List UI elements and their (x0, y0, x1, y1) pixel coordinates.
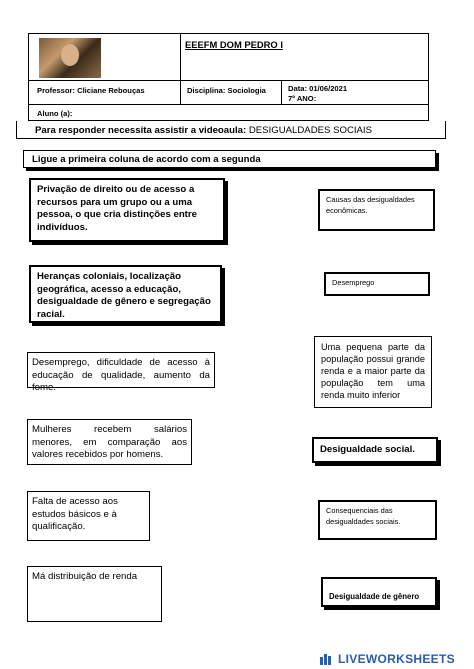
student-cell (29, 105, 428, 121)
left-item-2: Heranças coloniais, localização geográfica, acesso a educação, desigualdade de gênero e segregação racial. (29, 265, 222, 323)
left-item-5: Falta de acesso aos estudos básicos e à qualificação. (27, 491, 150, 541)
left-item-3: Desemprego, dificuldade de acesso à educação de qualidade, aumento da fome. (27, 352, 215, 388)
date-cell (282, 81, 428, 105)
right-item-5: Consequenciais das desigualdades sociais. (318, 500, 437, 540)
date-label: Data: 01/06/2021 (288, 84, 348, 93)
right-item-1: Causas das desigualdades econômicas. (318, 189, 435, 231)
discipline-label: Disciplina: Sociologia (187, 86, 266, 95)
student-label: Aluno (a): (37, 109, 73, 118)
instruction-text (35, 125, 372, 136)
footer-logo (320, 651, 470, 667)
portrait-image (39, 38, 101, 78)
task-text: Ligue a primeira coluna de acordo com a segunda (32, 154, 261, 165)
left-item-6: Má distribuição de renda (27, 566, 162, 622)
right-item-6: Desigualdade de gênero (321, 577, 437, 607)
right-item-2: Desemprego (324, 272, 430, 296)
school-name: EEEFM DOM PEDRO I (185, 39, 283, 50)
grade-label: 7º ANO: (288, 94, 317, 103)
instruction-prefix: Para responder necessita assistir a videoaula: (35, 125, 247, 136)
instruction-topic: DESIGUALDADES SOCIAIS (248, 125, 372, 136)
logo-cell (29, 34, 181, 81)
discipline-cell (181, 81, 282, 105)
right-item-3: Uma pequena parte da população possui grande renda e a maior parte da população tem uma renda muito inferior (314, 336, 432, 408)
task-bar (23, 150, 436, 168)
left-item-4: Mulheres recebem salários menores, em comparação aos valores recebidos por homens. (27, 419, 192, 465)
instruction-bar (16, 121, 446, 139)
left-item-1: Privação de direito ou de acesso a recursos para um grupo ou a uma pessoa, o que cria distinções entre indivíduos. (29, 178, 225, 242)
right-item-4: Desigualdade social. (312, 437, 438, 463)
teacher-cell (29, 81, 181, 105)
liveworksheets-icon (320, 653, 334, 665)
header-table (28, 33, 429, 121)
school-cell (181, 34, 428, 81)
teacher-label: Professor: Cliciane Rebouças (37, 86, 145, 95)
footer-brand: LIVEWORKSHEETS (338, 652, 455, 666)
